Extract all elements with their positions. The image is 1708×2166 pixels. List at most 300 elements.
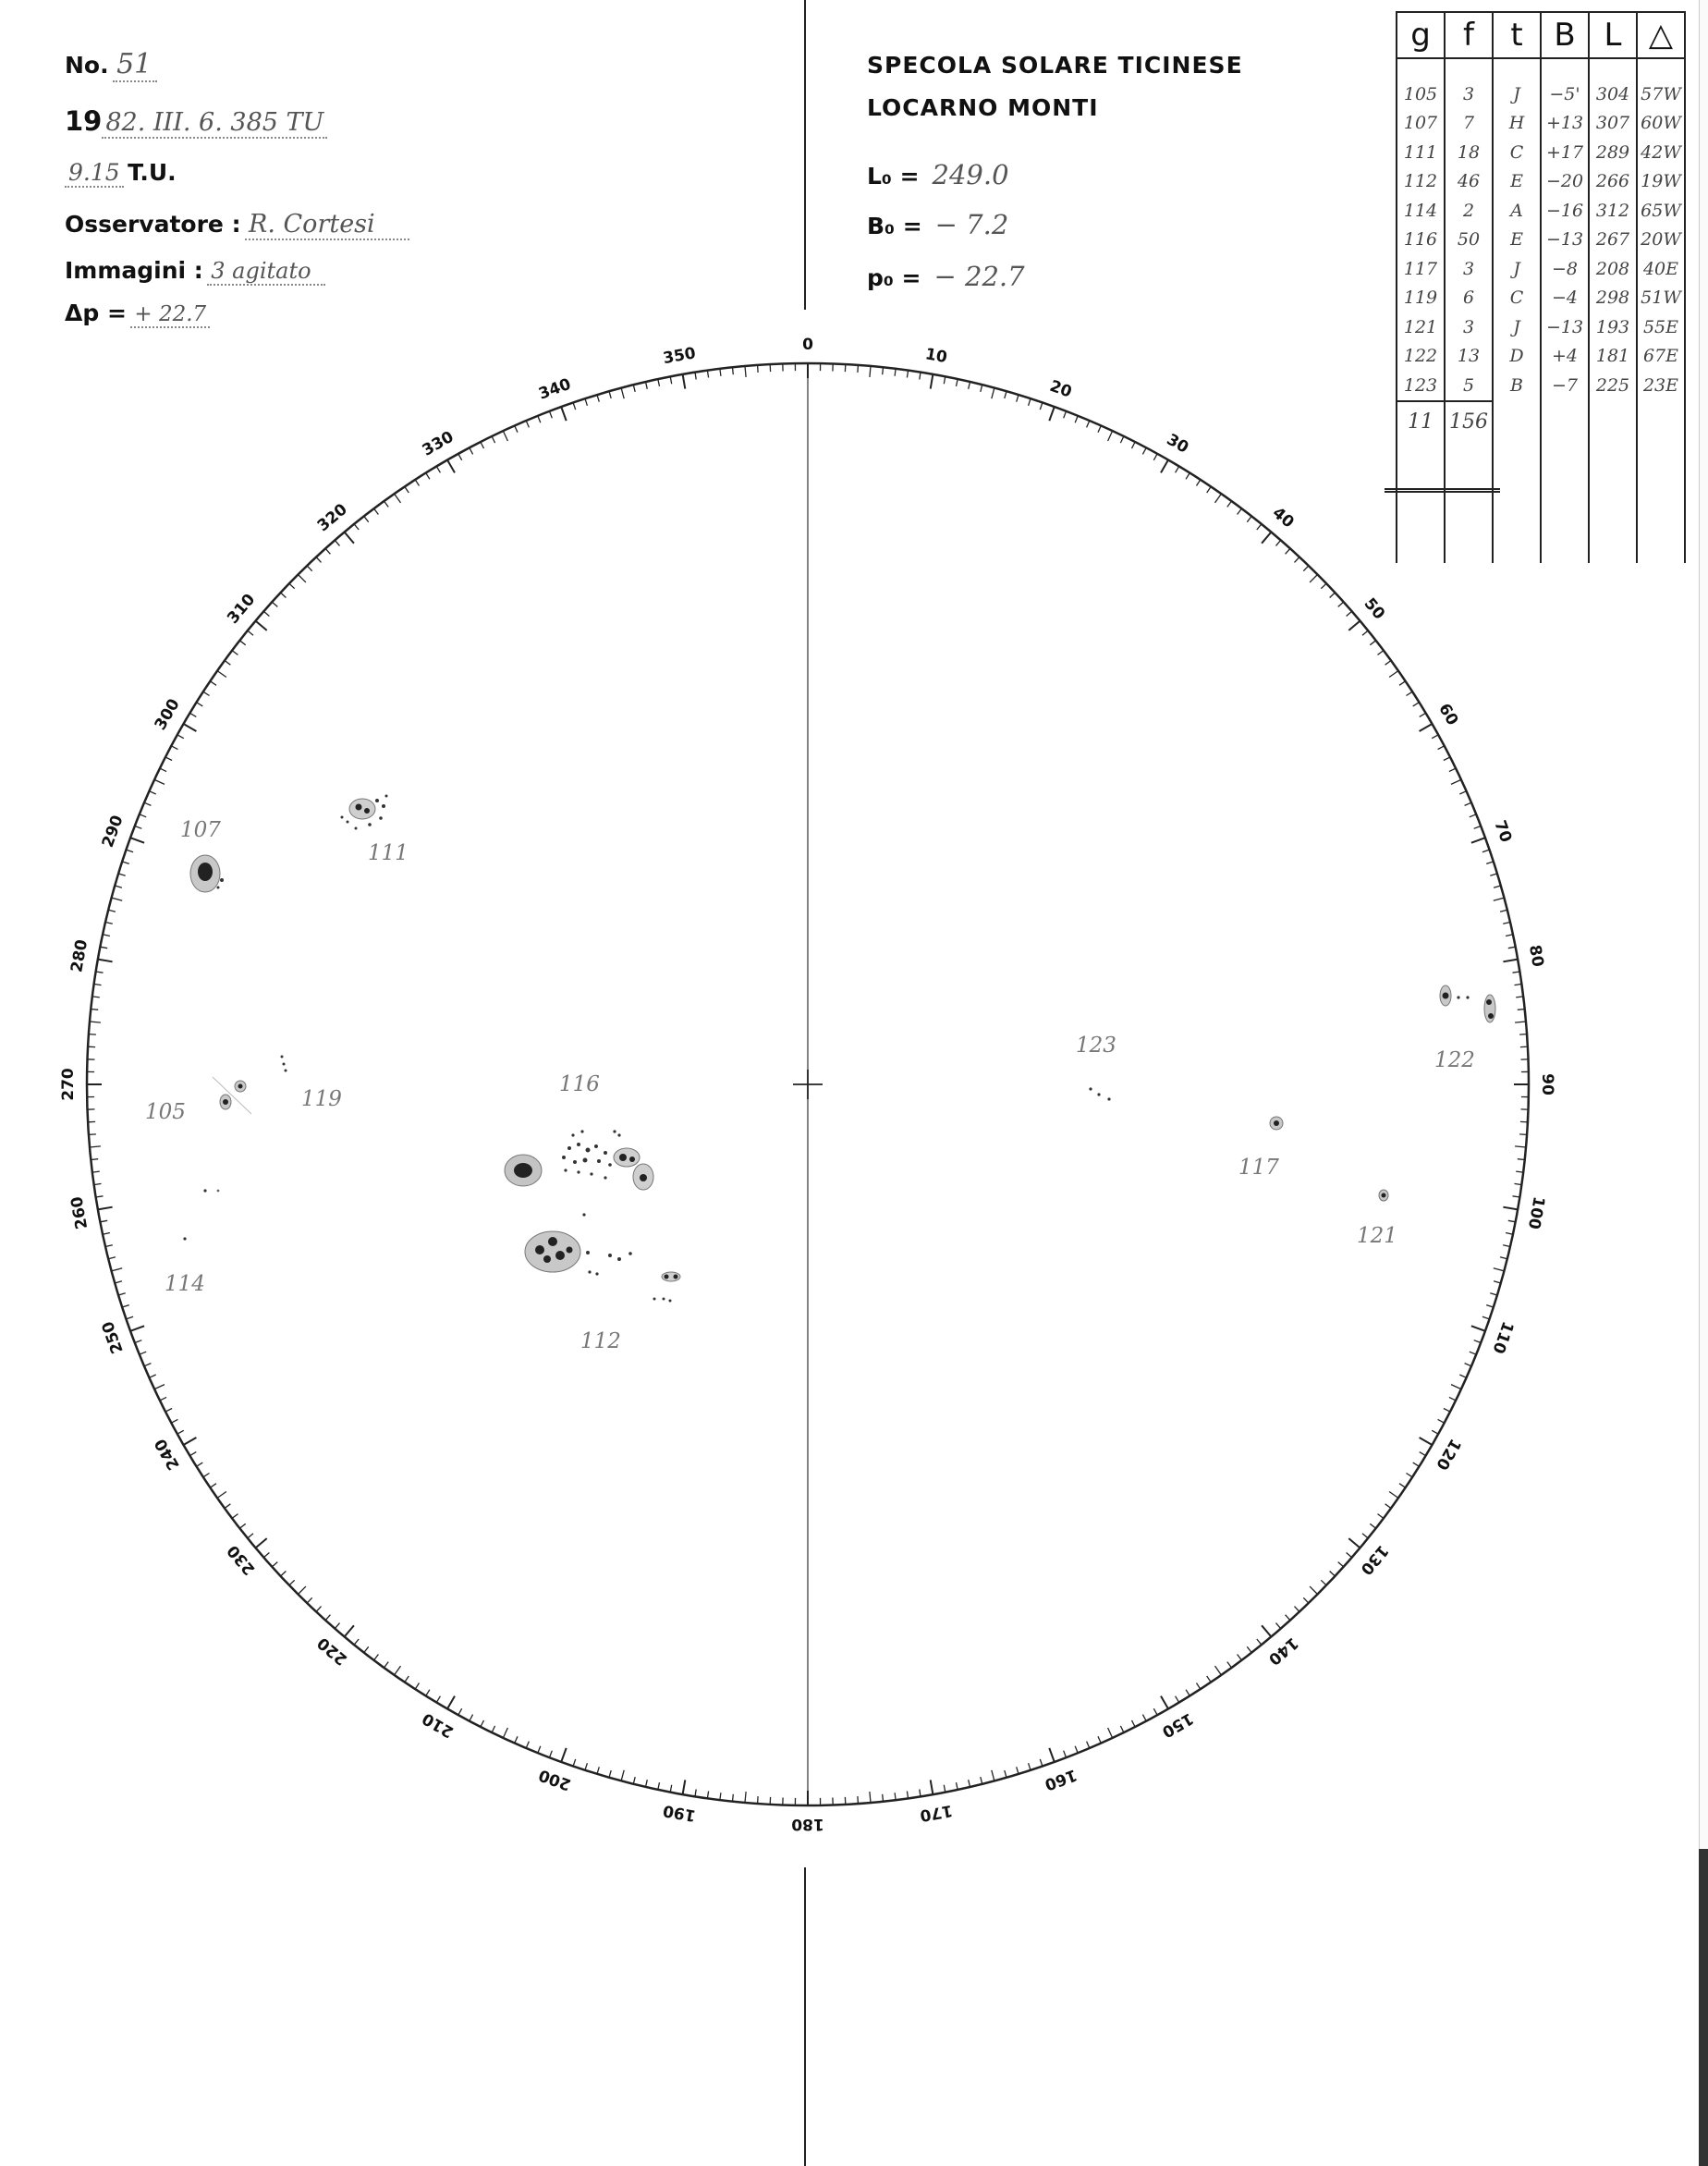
- scale-tick: [1087, 1742, 1090, 1748]
- scale-label-80: 80: [1524, 943, 1547, 969]
- scale-label-170: 170: [918, 1800, 955, 1825]
- table-cell: 5: [1445, 371, 1493, 401]
- table-cell: E: [1493, 167, 1541, 197]
- scale-tick: [426, 1690, 430, 1696]
- scale-tick: [1494, 898, 1505, 900]
- scale-label-100: 100: [1523, 1194, 1548, 1231]
- group-label-122: 122: [1434, 1048, 1475, 1072]
- table-cell: 123: [1397, 371, 1445, 401]
- scale-tick: [1413, 703, 1420, 706]
- table-header-type: t: [1493, 12, 1541, 58]
- scale-tick: [405, 1676, 409, 1683]
- scale-tick: [646, 382, 648, 389]
- scale-tick: [316, 557, 322, 563]
- scale-tick: [1142, 447, 1146, 454]
- scale-tick: [256, 1538, 267, 1548]
- scale-tick: [299, 575, 306, 582]
- scale-tick: [94, 1183, 102, 1184]
- scale-tick: [1098, 1736, 1101, 1743]
- scale-tick: [225, 661, 230, 666]
- scale-tick: [1399, 1484, 1406, 1488]
- table-cell: 266: [1589, 167, 1637, 197]
- scale-tick: [658, 1782, 660, 1790]
- scale-tick: [1257, 524, 1262, 530]
- scale-tick: [149, 791, 155, 794]
- table-cell: 116: [1397, 226, 1445, 255]
- table-cell: J: [1493, 58, 1541, 109]
- scale-tick: [1506, 935, 1513, 936]
- scale-tick: [1347, 1553, 1352, 1558]
- date-value: 82. III. 6. 385 TU: [102, 108, 327, 139]
- scale-tick: [197, 1462, 203, 1466]
- scale-tick: [1347, 611, 1352, 616]
- scale-label-180: 180: [791, 1815, 824, 1833]
- scale-tick: [1389, 671, 1398, 678]
- scale-tick: [354, 1639, 359, 1645]
- scale-tick: [239, 1524, 245, 1528]
- table-cell: 3: [1445, 254, 1493, 284]
- scale-label-20: 20: [1047, 376, 1075, 402]
- scale-tick: [105, 923, 113, 924]
- scale-tick: [1227, 501, 1232, 507]
- table-cell: −13: [1541, 312, 1589, 342]
- scale-tick: [944, 1785, 946, 1793]
- table-cell: C: [1493, 284, 1541, 313]
- scale-tick: [1197, 1683, 1201, 1690]
- table-cell: 267: [1589, 226, 1637, 255]
- table-cell: −16: [1541, 196, 1589, 226]
- scale-tick: [481, 442, 484, 448]
- scale-tick: [1518, 1159, 1525, 1160]
- scale-tick: [870, 366, 871, 377]
- observatory-location: LOCARNO MONTI: [867, 94, 1099, 121]
- scale-tick: [745, 1792, 746, 1803]
- table-cell: −7: [1541, 371, 1589, 401]
- scale-tick: [1516, 1171, 1523, 1172]
- scale-label-240: 240: [151, 1435, 184, 1474]
- scale-tick: [1247, 516, 1251, 521]
- table-cell: +17: [1541, 138, 1589, 167]
- scale-tick: [415, 480, 419, 486]
- scale-tick: [94, 984, 102, 985]
- scale-tick: [609, 391, 611, 398]
- scale-tick: [112, 898, 123, 900]
- table-cell: C: [1493, 138, 1541, 167]
- scale-tick: [1247, 1646, 1251, 1652]
- scale-tick: [239, 641, 245, 645]
- group-label-117: 117: [1238, 1156, 1279, 1180]
- scale-tick: [1049, 407, 1055, 421]
- scale-tick: [633, 385, 635, 392]
- scale-tick: [1399, 681, 1406, 686]
- table-total-cell: 11: [1397, 401, 1445, 443]
- scale-tick: [92, 1171, 100, 1172]
- scale-tick: [263, 1553, 269, 1558]
- scale-tick: [345, 532, 354, 544]
- scale-tick: [658, 379, 660, 386]
- scale-tick: [1470, 1352, 1476, 1354]
- scale-tick: [883, 367, 884, 374]
- scale-label-270: 270: [59, 1068, 78, 1101]
- scale-label-120: 120: [1432, 1435, 1465, 1474]
- scale-tick: [1087, 421, 1090, 427]
- scale-tick: [1482, 1316, 1490, 1319]
- ephemeris-L0: L₀ = 249.0: [867, 159, 1009, 190]
- scale-tick: [115, 1281, 122, 1283]
- scale-tick: [364, 1646, 369, 1652]
- scale-tick: [1444, 757, 1450, 761]
- scale-tick: [1286, 548, 1290, 554]
- table-cell: A: [1493, 196, 1541, 226]
- scale-tick: [957, 379, 958, 386]
- scale-tick: [470, 1715, 473, 1721]
- scale-tick: [992, 1770, 994, 1781]
- scale-tick: [447, 1696, 455, 1709]
- scale-tick: [1142, 1715, 1146, 1721]
- scale-label-150: 150: [1158, 1708, 1197, 1742]
- scale-tick: [100, 947, 107, 948]
- scale-tick: [1303, 566, 1309, 571]
- scale-tick: [1389, 1492, 1398, 1499]
- scale-tick: [503, 1728, 507, 1738]
- group-label-105: 105: [145, 1100, 186, 1124]
- scale-tick: [135, 826, 142, 829]
- scale-tick: [1017, 1767, 1019, 1774]
- record-number: No. 51: [65, 48, 157, 82]
- scale-tick: [1108, 431, 1113, 441]
- scale-tick: [160, 768, 166, 772]
- scale-label-340: 340: [536, 374, 574, 404]
- scale-tick: [1362, 1534, 1368, 1538]
- scale-tick: [1413, 1462, 1420, 1466]
- scale-tick: [1120, 436, 1124, 443]
- scale-label-190: 190: [661, 1800, 698, 1825]
- scale-tick: [957, 1782, 958, 1790]
- scale-tick: [1370, 641, 1375, 645]
- table-cell: 193: [1589, 312, 1637, 342]
- table-cell: 19W: [1637, 167, 1685, 197]
- scale-tick: [345, 1625, 354, 1636]
- scale-tick: [458, 1708, 462, 1715]
- scale-tick: [1215, 494, 1222, 503]
- scale-tick: [395, 1666, 401, 1675]
- sunspot-group-107: [190, 855, 224, 892]
- scale-tick: [118, 874, 126, 875]
- table-cell: 7: [1445, 109, 1493, 139]
- scale-tick: [289, 583, 295, 589]
- scale-tick: [573, 1759, 576, 1767]
- scale-tick: [1500, 1257, 1507, 1259]
- scale-label-200: 200: [536, 1765, 574, 1794]
- table-cell: 65W: [1637, 196, 1685, 226]
- scale-tick: [1503, 1245, 1510, 1247]
- scale-tick: [931, 374, 933, 389]
- scale-tick: [1153, 1708, 1157, 1715]
- scale-tick: [1471, 1326, 1485, 1331]
- scale-label-30: 30: [1163, 430, 1192, 458]
- scale-tick: [1132, 1720, 1136, 1727]
- scale-tick: [272, 602, 277, 606]
- scale-tick: [1186, 473, 1190, 480]
- scale-tick: [256, 621, 267, 630]
- scale-tick: [1176, 1696, 1179, 1703]
- scale-tick: [1494, 1268, 1505, 1271]
- scale-tick: [354, 524, 359, 530]
- scale-tick: [100, 1220, 107, 1222]
- scale-tick: [1276, 540, 1281, 545]
- scale-tick: [436, 466, 440, 472]
- table-header-latitude: B: [1541, 12, 1589, 58]
- scale-tick: [115, 886, 122, 887]
- scale-tick: [165, 1409, 172, 1413]
- scale-tick: [550, 411, 553, 419]
- scale-tick: [1161, 1696, 1168, 1709]
- table-header-spots: f: [1445, 12, 1493, 58]
- scale-tick: [436, 1696, 440, 1703]
- scale-tick: [1040, 1759, 1043, 1767]
- sunspot-group-123: [1089, 1087, 1110, 1100]
- table-cell: 298: [1589, 284, 1637, 313]
- sunspot-group-119: [235, 1056, 287, 1093]
- table-cell: 208: [1589, 254, 1637, 284]
- scale-tick: [981, 385, 982, 392]
- scale-tick: [1075, 416, 1078, 422]
- scale-tick: [189, 713, 196, 716]
- scale-tick: [1321, 583, 1326, 589]
- scale-tick: [127, 850, 134, 852]
- scale-label-60: 60: [1434, 700, 1462, 729]
- scale-tick: [122, 1305, 129, 1307]
- scale-tick: [263, 611, 269, 616]
- table-cell: J: [1493, 312, 1541, 342]
- sunspot-group-121: [1379, 1190, 1388, 1201]
- scale-tick: [248, 1534, 253, 1538]
- table-cell: 13: [1445, 342, 1493, 372]
- table-header-delta: △: [1637, 12, 1685, 58]
- images-line: Immagini : 3 agitato: [65, 257, 325, 286]
- scale-tick: [210, 681, 216, 686]
- table-cell: −8: [1541, 254, 1589, 284]
- group-label-123: 123: [1076, 1034, 1116, 1058]
- group-label-111: 111: [368, 841, 409, 865]
- scale-tick: [1064, 1751, 1067, 1758]
- table-cell: 112: [1397, 167, 1445, 197]
- scale-tick: [171, 1419, 177, 1423]
- scale-tick: [907, 371, 908, 378]
- scale-tick: [538, 1746, 541, 1753]
- scale-tick: [1153, 454, 1157, 460]
- table-cell: 107: [1397, 109, 1445, 139]
- scale-tick: [550, 1751, 553, 1758]
- scale-tick: [1378, 1514, 1384, 1519]
- scale-tick: [122, 862, 129, 863]
- table-cell: −13: [1541, 226, 1589, 255]
- table-cell: 121: [1397, 312, 1445, 342]
- scale-tick: [920, 373, 921, 380]
- scale-label-230: 230: [224, 1541, 260, 1579]
- scale-tick: [670, 1785, 672, 1793]
- scale-tick: [597, 395, 599, 402]
- scale-label-310: 310: [224, 590, 260, 628]
- scale-tick: [299, 1586, 306, 1594]
- scale-tick: [395, 494, 401, 503]
- scale-tick: [154, 779, 165, 784]
- scale-tick: [1098, 425, 1101, 432]
- scale-tick: [1508, 947, 1516, 948]
- scale-tick: [1438, 1419, 1445, 1423]
- scale-tick: [1459, 791, 1466, 794]
- scale-tick: [1515, 1146, 1526, 1147]
- scale-label-350: 350: [661, 344, 698, 369]
- table-cell: B: [1493, 371, 1541, 401]
- scale-tick: [1508, 1220, 1516, 1222]
- scale-tick: [1438, 746, 1445, 750]
- table-cell: 3: [1445, 312, 1493, 342]
- table-cell: 57W: [1637, 58, 1685, 109]
- scale-tick: [670, 376, 672, 384]
- scale-tick: [1494, 1281, 1501, 1283]
- scale-tick: [481, 1720, 484, 1727]
- scale-tick: [707, 371, 708, 378]
- table-cell: 67E: [1637, 342, 1685, 372]
- scale-tick: [1513, 1196, 1520, 1197]
- scale-tick: [217, 671, 226, 678]
- scale-tick: [325, 1615, 330, 1621]
- delta-p-value: + 22.7: [130, 302, 210, 328]
- scale-tick: [969, 1780, 970, 1787]
- scale-tick: [695, 373, 696, 380]
- scale-tick: [1482, 850, 1490, 852]
- time-value: 9.15: [65, 159, 124, 188]
- scale-tick: [281, 1572, 287, 1577]
- scale-tick: [1338, 1562, 1344, 1567]
- scale-label-280: 280: [67, 937, 92, 974]
- scale-label-330: 330: [419, 427, 458, 460]
- scale-tick: [1407, 1474, 1413, 1477]
- scale-tick: [683, 1780, 686, 1794]
- scale-tick: [210, 1484, 216, 1488]
- time-line: 9.15 T.U.: [65, 159, 177, 188]
- table-cell: D: [1493, 342, 1541, 372]
- scale-tick: [1370, 1524, 1375, 1528]
- date-line: 19 82. III. 6. 385 TU: [65, 105, 327, 139]
- scale-tick: [1262, 532, 1271, 544]
- scale-tick: [585, 1763, 587, 1770]
- scale-tick: [1470, 814, 1476, 817]
- scale-tick: [1378, 651, 1384, 655]
- scale-tick: [289, 1580, 295, 1585]
- scale-tick: [1132, 442, 1136, 448]
- scale-tick: [105, 1245, 113, 1247]
- scale-tick: [683, 374, 686, 389]
- scale-tick: [171, 746, 177, 750]
- sunspot-group-117: [1270, 1117, 1283, 1130]
- scale-tick: [720, 369, 721, 376]
- scale-tick: [1330, 1572, 1336, 1577]
- scale-tick: [1040, 403, 1043, 410]
- scale-label-130: 130: [1356, 1541, 1392, 1579]
- scale-tick: [1471, 838, 1485, 843]
- scale-tick: [1362, 630, 1368, 635]
- scale-label-110: 110: [1488, 1318, 1518, 1356]
- scale-tick: [1420, 1438, 1433, 1445]
- scale-tick: [720, 1793, 721, 1800]
- scale-tick: [335, 1623, 339, 1629]
- table-cell: 304: [1589, 58, 1637, 109]
- table-cell: 50: [1445, 226, 1493, 255]
- scale-tick: [1321, 1580, 1326, 1585]
- scale-tick: [1207, 1676, 1212, 1683]
- scale-tick: [130, 838, 144, 843]
- scale-tick: [1432, 735, 1438, 739]
- scale-tick: [325, 548, 330, 554]
- observer-value: R. Cortesi: [245, 210, 409, 240]
- scale-tick: [1474, 1340, 1482, 1343]
- scale-tick: [140, 1352, 146, 1354]
- ephemeris-p0: p₀ = − 22.7: [867, 261, 1025, 292]
- scale-tick: [1486, 862, 1494, 863]
- scale-tick: [1515, 984, 1522, 985]
- scale-label-10: 10: [923, 345, 949, 368]
- scale-tick: [1330, 593, 1336, 598]
- scale-tick: [1276, 1623, 1281, 1629]
- scale-tick: [165, 757, 172, 761]
- scale-tick: [733, 1794, 734, 1802]
- scale-tick: [140, 814, 146, 817]
- scale-tick: [184, 724, 197, 731]
- scale-tick: [1459, 1375, 1466, 1377]
- scale-tick: [108, 910, 116, 912]
- scale-label-210: 210: [419, 1708, 458, 1742]
- scale-tick: [98, 1207, 113, 1210]
- scale-tick: [248, 630, 253, 635]
- scale-tick: [1407, 691, 1413, 695]
- scale-tick: [895, 1793, 896, 1800]
- scale-tick: [1500, 910, 1507, 912]
- scale-tick: [89, 1034, 96, 1035]
- scale-tick: [1295, 1607, 1300, 1612]
- table-cell: 181: [1589, 342, 1637, 372]
- scale-tick: [758, 365, 759, 373]
- scale-tick: [758, 1796, 759, 1804]
- scale-tick: [1257, 1639, 1262, 1645]
- scale-tick: [184, 1438, 197, 1445]
- scale-tick: [1486, 1305, 1494, 1307]
- scale-tick: [1064, 411, 1067, 419]
- table-cell: 105: [1397, 58, 1445, 109]
- table-cell: −4: [1541, 284, 1589, 313]
- ephemeris-B0: B₀ = − 7.2: [867, 209, 1009, 240]
- scale-tick: [609, 1770, 611, 1778]
- table-cell: 46: [1445, 167, 1493, 197]
- scale-tick: [1295, 557, 1300, 563]
- scale-tick: [426, 473, 430, 480]
- scale-tick: [1506, 1233, 1513, 1235]
- scale-tick: [1238, 1655, 1242, 1660]
- scale-tick: [695, 1790, 696, 1797]
- scale-tick: [1238, 508, 1242, 514]
- scale-label-250: 250: [98, 1318, 128, 1356]
- group-label-119: 119: [301, 1087, 342, 1111]
- scale-tick: [1075, 1746, 1078, 1753]
- scale-tick: [1310, 1586, 1317, 1594]
- scale-tick: [1262, 1625, 1271, 1636]
- table-cell: 119: [1397, 284, 1445, 313]
- sunspot-group-114: [183, 1189, 219, 1240]
- scale-tick: [1385, 661, 1391, 666]
- scale-tick: [1451, 779, 1461, 784]
- table-cell: +4: [1541, 342, 1589, 372]
